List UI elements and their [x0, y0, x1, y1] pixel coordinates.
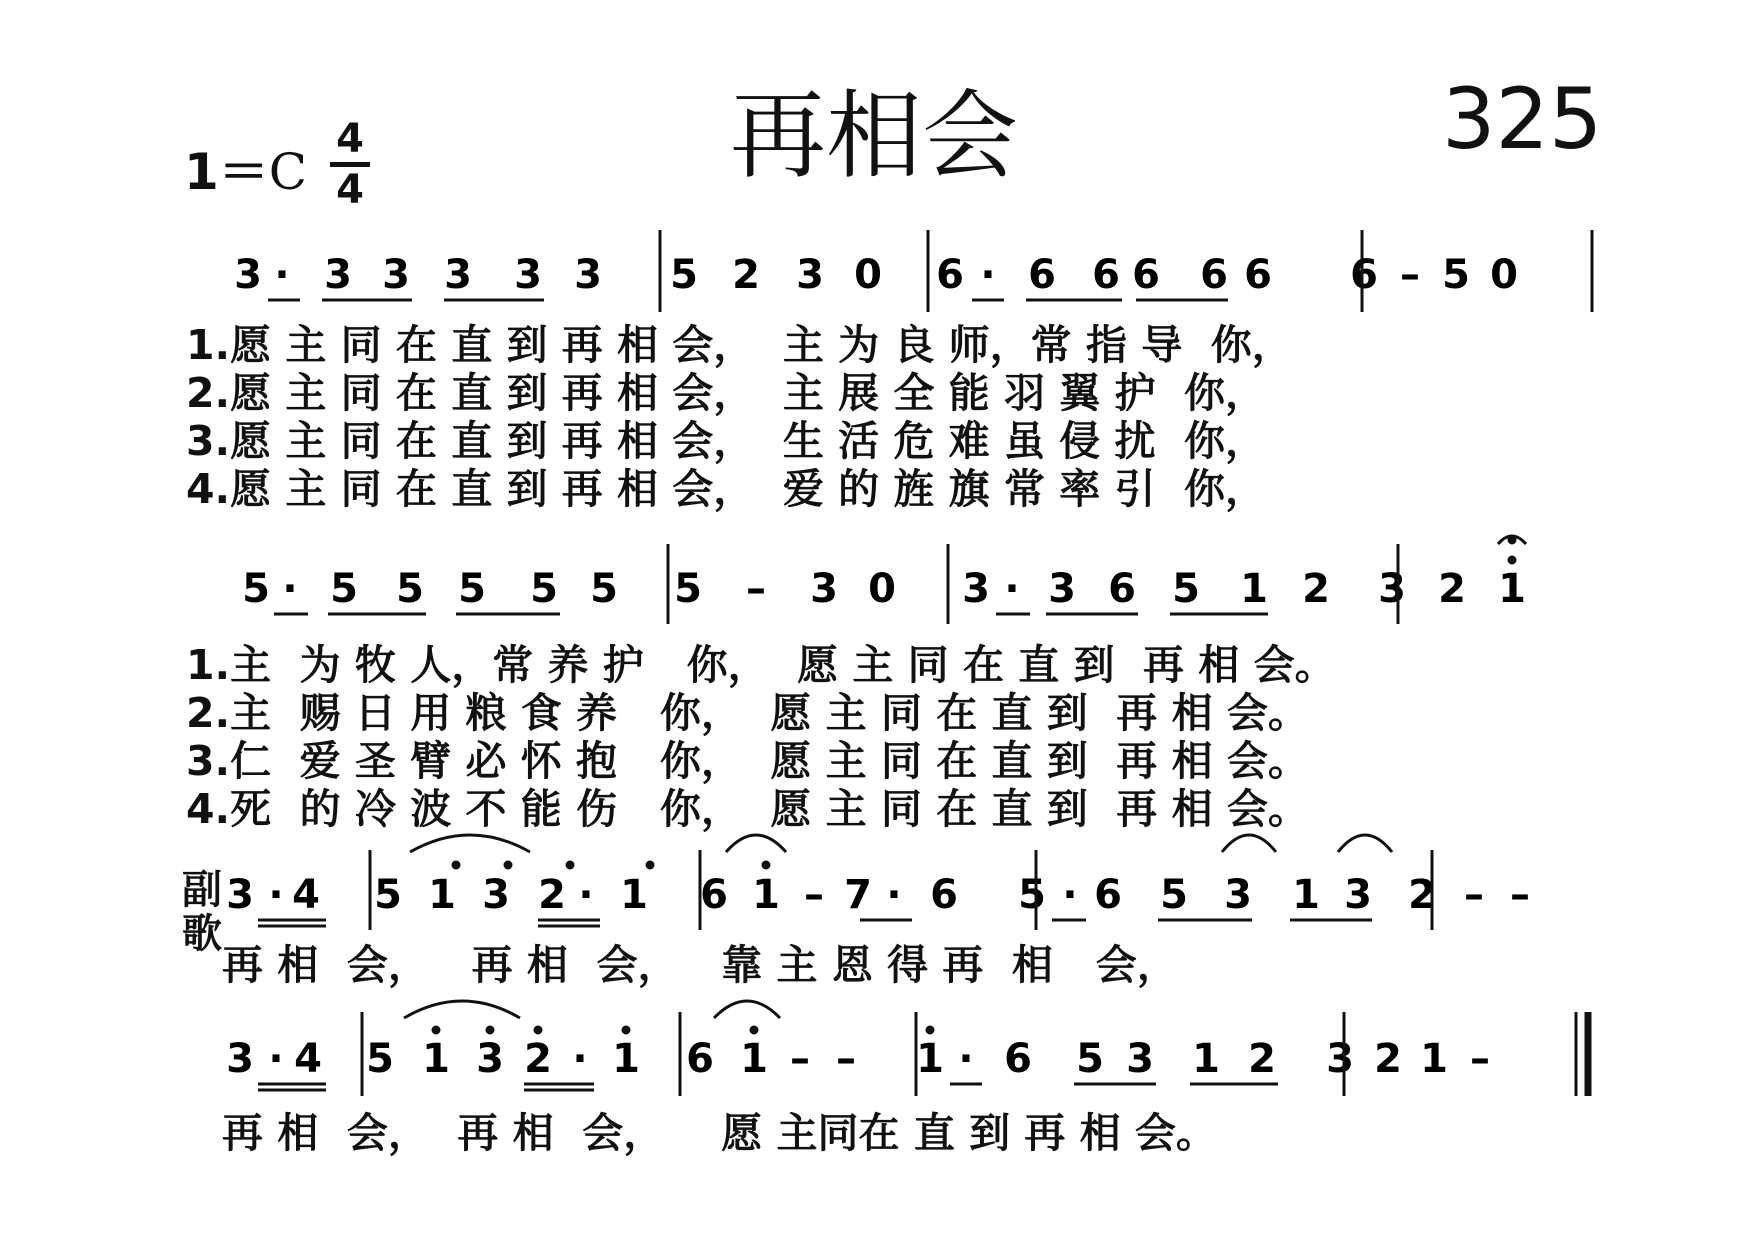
line3-note-4: 1	[428, 872, 456, 918]
line3-note-7: ·	[578, 872, 594, 918]
line3-note-9: 6	[700, 872, 728, 918]
line4-note-12: –	[836, 1036, 856, 1082]
line1-note-7: 5	[670, 252, 698, 298]
line4-note-9: 6	[686, 1036, 714, 1082]
line1-note-16: 6	[1200, 252, 1228, 298]
line4-note-1: ·	[268, 1036, 284, 1082]
line1-note-18: 6	[1350, 252, 1378, 298]
line4-note-6: 2	[524, 1036, 552, 1082]
line4-note-7: ·	[572, 1036, 588, 1082]
line2-note-12: ·	[1004, 566, 1020, 612]
line1-verse4: 4.愿 主 同 在 直 到 再 相 会， 爱 的 旌 旗 常 率 引 你，	[186, 465, 1267, 513]
refrain-label: 副 歌	[182, 867, 222, 957]
line1-verse2: 2.愿 主 同 在 直 到 再 相 会， 主 展 全 能 羽 翼 护 你，	[186, 369, 1267, 417]
line1-note-15: 6	[1132, 252, 1160, 298]
line3-note-0: 3	[226, 872, 254, 918]
line2-verse3: 3.仁 爱 圣 臂 必 怀 抱 你， 愿 主 同 在 直 到 再 相 会。	[186, 737, 1309, 785]
line3-note-17: 6	[1094, 872, 1122, 918]
line3-note-15: 5	[1018, 872, 1046, 918]
line4-note-23: –	[1470, 1036, 1490, 1082]
line4-note-21: 2	[1374, 1036, 1402, 1082]
line2-note-5: 5	[530, 566, 558, 612]
line3-note-13: ·	[886, 872, 902, 918]
line2-note-8: –	[746, 566, 766, 612]
line4-note-11: –	[790, 1036, 810, 1082]
line4-note-17: 3	[1126, 1036, 1154, 1082]
line1-note-13: 6	[1028, 252, 1056, 298]
line4-note-18: 1	[1192, 1036, 1220, 1082]
line2-note-1: ·	[282, 566, 298, 612]
line2-note-13: 3	[1048, 566, 1076, 612]
line1-note-17: 6	[1244, 252, 1272, 298]
line4-note-2: 4	[294, 1036, 322, 1082]
line3-note-11: –	[804, 872, 824, 918]
line4-note-13: 1	[916, 1036, 944, 1082]
line3-note-2: 4	[292, 872, 320, 918]
key-prefix: 1＝	[184, 143, 269, 201]
line4-note-5: 3	[476, 1036, 504, 1082]
line4-note-10: 1	[740, 1036, 768, 1082]
line2-verse4: 4.死 的 冷 波 不 能 伤 你， 愿 主 同 在 直 到 再 相 会。	[186, 785, 1309, 833]
line4-note-0: 3	[226, 1036, 254, 1082]
line1-note-5: 3	[514, 252, 542, 298]
line3-note-8: 1	[620, 872, 648, 918]
line2-note-15: 5	[1172, 566, 1200, 612]
line1-verse3: 3.愿 主 同 在 直 到 再 相 会， 生 活 危 难 虽 侵 扰 你，	[186, 417, 1267, 465]
key-letter: C	[268, 143, 308, 201]
line1-note-11: 6	[936, 252, 964, 298]
line3-note-18: 5	[1160, 872, 1188, 918]
line1-note-0: 3	[234, 252, 262, 298]
line2-note-17: 2	[1302, 566, 1330, 612]
line2-note-11: 3	[962, 566, 990, 612]
line1-note-9: 3	[796, 252, 824, 298]
line1-note-2: 3	[324, 252, 352, 298]
line2-note-0: 5	[242, 566, 270, 612]
refrain-line1: 再 相 会， 再 相 会， 靠 主 恩 得 再 相 会，	[222, 941, 1178, 989]
refrain-line2: 再 相 会， 再 相 会， 愿 主同在 直 到 再 相 会。	[222, 1109, 1217, 1157]
line4-note-16: 5	[1076, 1036, 1104, 1082]
line1-note-4: 3	[444, 252, 472, 298]
line3-note-22: 2	[1408, 872, 1436, 918]
line3-note-16: ·	[1062, 872, 1078, 918]
line3-note-12: 7	[844, 872, 872, 918]
line2-note-14: 6	[1108, 566, 1136, 612]
line1-note-3: 3	[382, 252, 410, 298]
line2-note-9: 3	[810, 566, 838, 612]
line3-note-19: 3	[1224, 872, 1252, 918]
line2-note-4: 5	[458, 566, 486, 612]
line1-note-8: 2	[732, 252, 760, 298]
time-bottom: 4	[336, 167, 364, 213]
hymn-number: 325	[1442, 70, 1603, 168]
line3-note-23: –	[1464, 872, 1484, 918]
line2-note-2: 5	[330, 566, 358, 612]
time-top: 4	[336, 116, 364, 162]
line2-note-18: 3	[1378, 566, 1406, 612]
line1-note-14: 6	[1092, 252, 1120, 298]
line4-note-8: 1	[612, 1036, 640, 1082]
line3-note-5: 3	[482, 872, 510, 918]
line2-verse1: 1.主 为 牧 人，常 养 护 你， 愿 主 同 在 直 到 再 相 会。	[186, 641, 1336, 689]
line2-note-19: 2	[1438, 566, 1466, 612]
line2-note-16: 1	[1240, 566, 1268, 612]
line2-verse2: 2.主 赐 日 用 粮 食 养 你， 愿 主 同 在 直 到 再 相 会。	[186, 689, 1309, 737]
line3-note-14: 6	[930, 872, 958, 918]
line3-note-6: 2	[538, 872, 566, 918]
line1-note-12: ·	[980, 252, 996, 298]
line1-note-1: ·	[274, 252, 290, 298]
line4-note-20: 3	[1326, 1036, 1354, 1082]
line1-verse1: 1.愿 主 同 在 直 到 再 相 会， 主 为 良 师，常 指 导 你，	[186, 321, 1293, 369]
line2-note-20: 1	[1498, 566, 1526, 612]
line4-note-4: 1	[422, 1036, 450, 1082]
line2-note-7: 5	[674, 566, 702, 612]
line1-note-6: 3	[574, 252, 602, 298]
line4-note-14: ·	[958, 1036, 974, 1082]
line2-note-3: 5	[396, 566, 424, 612]
line1-note-10: 0	[854, 252, 882, 298]
line3-note-1: ·	[268, 872, 284, 918]
line4-note-19: 2	[1248, 1036, 1276, 1082]
line3-note-3: 5	[374, 872, 402, 918]
line2-note-10: 0	[868, 566, 896, 612]
line3-note-24: –	[1510, 872, 1530, 918]
line1-note-21: 0	[1490, 252, 1518, 298]
line2-note-6: 5	[590, 566, 618, 612]
line3-note-20: 1	[1292, 872, 1320, 918]
line4-note-3: 5	[366, 1036, 394, 1082]
line4-note-22: 1	[1420, 1036, 1448, 1082]
song-title: 再相会	[730, 80, 1018, 192]
line1-note-20: 5	[1442, 252, 1470, 298]
line3-note-21: 3	[1344, 872, 1372, 918]
line4-note-15: 6	[1004, 1036, 1032, 1082]
line1-note-19: –	[1400, 252, 1420, 298]
line3-note-10: 1	[752, 872, 780, 918]
